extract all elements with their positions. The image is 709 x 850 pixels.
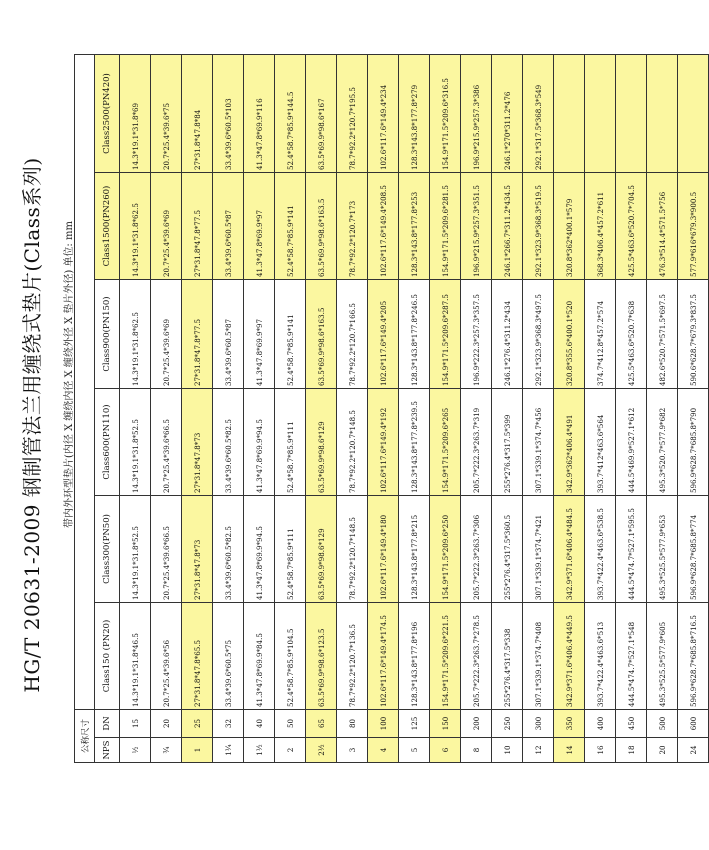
class900-cell: 63.5*69.9*98.6*163.5 [306, 279, 337, 388]
table-row [306, 54, 337, 762]
class300-cell: 205.7*222.3*263.7*306 [461, 495, 492, 602]
dn-cell: 100 [368, 709, 399, 737]
dn-cell: 15 [120, 709, 151, 737]
class1500-cell: 154.9*171.5*209.6*281.5 [430, 172, 461, 279]
class300-cell: 63.5*69.9*98.6*129 [306, 495, 337, 602]
dn-cell: 500 [647, 709, 678, 737]
class900-cell: 27*31.8*47.8*77.5 [182, 279, 213, 388]
class150-cell: 342.9*371.6*406.4*449.5 [554, 602, 585, 709]
table-row [523, 54, 554, 762]
table-row [585, 54, 616, 762]
class900-cell: 590.6*628.7*679.3*837.5 [678, 279, 709, 388]
class900-cell: 196.9*222.3*257.3*357.5 [461, 279, 492, 388]
class600-cell: 63.5*69.9*98.6*129 [306, 388, 337, 495]
class900-cell: 20.7*25.4*39.6*69 [151, 279, 182, 388]
nps-cell: ¾ [151, 738, 182, 763]
class900-cell: 154.9*171.5*209.6*287.5 [430, 279, 461, 388]
class2500-cell: 128.3*143.8*177.8*279 [399, 54, 430, 172]
dn-cell: 65 [306, 709, 337, 737]
class600-cell: 205.7*222.3*263.7*319 [461, 388, 492, 495]
class2500-cell: 14.3*19.1*31.8*69 [120, 54, 151, 172]
class600-cell: 41.3*47.8*69.9*94.5 [244, 388, 275, 495]
nps-cell: 3 [337, 738, 368, 763]
class1500-cell: 577.9*616*679.3*900.5 [678, 172, 709, 279]
class300-cell: 78.7*92.2*120.7*148.5 [337, 495, 368, 602]
class150-cell: 393.7*422.4*463.6*513 [585, 602, 616, 709]
table-row [120, 54, 151, 762]
class900-cell: 425.5*463.6*520.7*638 [616, 279, 647, 388]
class2500-cell: 52.4*58.7*85.9*144.5 [275, 54, 306, 172]
class600-cell: 78.7*92.2*120.7*148.5 [337, 388, 368, 495]
nps-cell: 6 [430, 738, 461, 763]
class300-header: Class300(PN50) [95, 495, 120, 602]
class2500-cell: 154.9*171.5*209.6*316.5 [430, 54, 461, 172]
class2500-cell: 20.7*25.4*39.6*75 [151, 54, 182, 172]
class150-cell: 154.9*171.5*209.6*221.5 [430, 602, 461, 709]
class1500-cell: 292.1*323.9*368.3*519.5 [523, 172, 554, 279]
class1500-cell: 368.3*406.4*457.2*611 [585, 172, 616, 279]
class2500-cell: 246.1*270*311.2*476 [492, 54, 523, 172]
dn-cell: 600 [678, 709, 709, 737]
class900-header: Class900(PN150) [95, 279, 120, 388]
class600-cell: 255*276.4*317.5*399 [492, 388, 523, 495]
class1500-cell: 246.1*266.7*311.2*434.5 [492, 172, 523, 279]
dn-cell: 32 [213, 709, 244, 737]
class1500-cell: 14.3*19.1*31.8*62.5 [120, 172, 151, 279]
class150-cell: 102.6*117.6*149.4*174.5 [368, 602, 399, 709]
class600-cell: 307.1*339.1*374.7*456 [523, 388, 554, 495]
table-row [616, 54, 647, 762]
class2500-cell: 41.3*47.8*69.9*116 [244, 54, 275, 172]
nps-cell: ½ [120, 738, 151, 763]
nps-cell: 1½ [244, 738, 275, 763]
dn-cell: 80 [337, 709, 368, 737]
class150-cell: 307.1*339.1*374.7*408 [523, 602, 554, 709]
class600-cell: 495.3*520.7*577.9*682 [647, 388, 678, 495]
class300-cell: 444.5*474.7*527.1*595.5 [616, 495, 647, 602]
nps-cell: 8 [461, 738, 492, 763]
dn-cell: 300 [523, 709, 554, 737]
class1500-cell: 78.7*92.2*120.7*173 [337, 172, 368, 279]
class300-cell: 342.9*371.6*406.4*484.5 [554, 495, 585, 602]
nps-cell: 10 [492, 738, 523, 763]
class2500-cell: 196.9*215.9*257.3*386 [461, 54, 492, 172]
class900-cell: 246.1*276.4*311.2*434 [492, 279, 523, 388]
class600-cell: 596.9*628.7*685.8*790 [678, 388, 709, 495]
class2500-cell: 27*31.8*47.8*84 [182, 54, 213, 172]
class600-cell: 14.3*19.1*31.8*52.5 [120, 388, 151, 495]
class150-header: Class150 (PN20) [95, 602, 120, 709]
class150-cell: 205.7*222.3*263.7*278.5 [461, 602, 492, 709]
class900-cell: 52.4*58.7*85.9*141 [275, 279, 306, 388]
nps-cell: 2½ [306, 738, 337, 763]
class300-cell: 393.7*422.4*463.6*538.5 [585, 495, 616, 602]
class300-cell: 596.9*628.7*685.8*774 [678, 495, 709, 602]
dn-cell: 50 [275, 709, 306, 737]
nps-cell: 5 [399, 738, 430, 763]
nps-cell: 1 [182, 738, 213, 763]
nps-cell: 4 [368, 738, 399, 763]
class600-cell: 128.3*143.8*177.8*239.5 [399, 388, 430, 495]
nps-cell: 1¼ [213, 738, 244, 763]
nps-cell: 2 [275, 738, 306, 763]
table-row [151, 54, 182, 762]
class600-cell: 33.4*39.6*60.5*82.5 [213, 388, 244, 495]
class300-cell: 102.6*117.6*149.4*180 [368, 495, 399, 602]
class300-cell: 495.3*525.5*577.9*653 [647, 495, 678, 602]
class900-cell: 482.6*520.7*571.5*697.5 [647, 279, 678, 388]
class1500-cell: 102.6*117.6*149.4*208.5 [368, 172, 399, 279]
header-spacer [75, 54, 95, 709]
table-row [430, 54, 461, 762]
dn-cell: 125 [399, 709, 430, 737]
class300-cell: 255*276.4*317.5*360.5 [492, 495, 523, 602]
class2500-cell: 78.7*92.2*120.7*195.5 [337, 54, 368, 172]
dn-cell: 350 [554, 709, 585, 737]
header-row-1 [75, 54, 95, 762]
class150-cell: 596.9*628.7*685.8*716.5 [678, 602, 709, 709]
class150-cell: 41.3*47.8*69.9*84.5 [244, 602, 275, 709]
dn-cell: 250 [492, 709, 523, 737]
header-row-2 [95, 54, 120, 762]
class1500-cell: 33.4*39.6*60.5*87 [213, 172, 244, 279]
table-row [244, 54, 275, 762]
class900-cell: 292.1*323.9*368.3*497.5 [523, 279, 554, 388]
class1500-cell: 52.4*58.7*85.9*141 [275, 172, 306, 279]
table-row [275, 54, 306, 762]
class300-cell: 128.3*143.8*177.8*215 [399, 495, 430, 602]
nps-cell: 20 [647, 738, 678, 763]
table-row [461, 54, 492, 762]
class2500-cell [647, 54, 678, 172]
dn-cell: 20 [151, 709, 182, 737]
class900-cell: 41.3*47.8*69.9*97 [244, 279, 275, 388]
class1500-cell: 476.3*514.4*571.5*756 [647, 172, 678, 279]
page-subtitle: 带内外环型垫片(内径 X 缠绕内径 X 缠绕外径 X 垫片外径) 单位: mm [64, 221, 75, 528]
class1500-cell: 425.5*463.6*520.7*704.5 [616, 172, 647, 279]
class1500-cell: 196.9*215.9*257.3*351.5 [461, 172, 492, 279]
table-row [492, 54, 523, 762]
dn-cell: 400 [585, 709, 616, 737]
gasket-dimension-table [74, 54, 709, 763]
class600-cell: 52.4*58.7*85.9*111 [275, 388, 306, 495]
class2500-cell [585, 54, 616, 172]
table-row [647, 54, 678, 762]
size-group-header: 公称尺寸 [75, 709, 95, 762]
class1500-cell: 320.8*362*400.1*579 [554, 172, 585, 279]
table-row [368, 54, 399, 762]
nps-cell: 16 [585, 738, 616, 763]
class150-cell: 78.7*92.2*120.7*136.5 [337, 602, 368, 709]
class150-cell: 20.7*25.4*39.6*56 [151, 602, 182, 709]
nps-header: NPS [95, 738, 120, 763]
class600-cell: 154.9*171.5*209.6*265 [430, 388, 461, 495]
class300-cell: 20.7*25.4*39.6*66.5 [151, 495, 182, 602]
class600-cell: 393.7*412*463.6*564 [585, 388, 616, 495]
class300-cell: 307.1*339.1*374.7*421 [523, 495, 554, 602]
class300-cell: 14.3*19.1*31.8*52.5 [120, 495, 151, 602]
class1500-cell: 27*31.8*47.8*77.5 [182, 172, 213, 279]
nps-cell: 24 [678, 738, 709, 763]
dn-cell: 450 [616, 709, 647, 737]
class1500-cell: 128.3*143.8*177.8*253 [399, 172, 430, 279]
class1500-cell: 41.3*47.8*69.9*97 [244, 172, 275, 279]
class300-cell: 154.9*171.5*209.6*250 [430, 495, 461, 602]
table-body [75, 54, 709, 762]
class900-cell: 128.3*143.8*177.8*246.5 [399, 279, 430, 388]
table-row [337, 54, 368, 762]
class300-cell: 41.3*47.8*69.9*94.5 [244, 495, 275, 602]
class150-cell: 255*276.4*317.5*338 [492, 602, 523, 709]
class150-cell: 128.3*143.8*177.8*196 [399, 602, 430, 709]
class900-cell: 33.4*39.6*60.5*87 [213, 279, 244, 388]
class300-cell: 33.4*39.6*60.5*82.5 [213, 495, 244, 602]
page-title: HG/T 20631-2009 钢制管法兰用缠绕式垫片(Class系列) [20, 157, 44, 693]
class600-header: Class600(PN110) [95, 388, 120, 495]
class600-cell: 20.7*25.4*39.6*66.5 [151, 388, 182, 495]
dn-cell: 25 [182, 709, 213, 737]
dn-header: DN [95, 709, 120, 737]
class900-cell: 374.7*412.8*457.2*574 [585, 279, 616, 388]
class900-cell: 102.6*117.6*149.4*205 [368, 279, 399, 388]
class2500-cell: 292.1*317.5*368.3*549 [523, 54, 554, 172]
table-row [399, 54, 430, 762]
class600-cell: 444.5*469.9*527.1*612 [616, 388, 647, 495]
class150-cell: 444.5*474.7*527.1*548 [616, 602, 647, 709]
class150-cell: 27*31.8*47.8*65.5 [182, 602, 213, 709]
class150-cell: 495.3*525.5*577.9*605 [647, 602, 678, 709]
class150-cell: 14.3*19.1*31.8*46.5 [120, 602, 151, 709]
class300-cell: 27*31.8*47.8*73 [182, 495, 213, 602]
class150-cell: 52.4*58.7*85.9*104.5 [275, 602, 306, 709]
class1500-header: Class1500(PN260) [95, 172, 120, 279]
table-row [554, 54, 585, 762]
class2500-cell [678, 54, 709, 172]
class900-cell: 78.7*92.2*120.7*166.5 [337, 279, 368, 388]
class1500-cell: 20.7*25.4*39.6*69 [151, 172, 182, 279]
class2500-cell [554, 54, 585, 172]
class600-cell: 27*31.8*47.8*73 [182, 388, 213, 495]
nps-cell: 14 [554, 738, 585, 763]
class600-cell: 102.6*117.6*149.4*192 [368, 388, 399, 495]
class600-cell: 342.9*362*406.4*491 [554, 388, 585, 495]
nps-cell: 18 [616, 738, 647, 763]
class2500-cell: 33.4*39.6*60.5*103 [213, 54, 244, 172]
nps-cell: 12 [523, 738, 554, 763]
class150-cell: 63.5*69.9*98.6*123.5 [306, 602, 337, 709]
table-row [678, 54, 709, 762]
dn-cell: 150 [430, 709, 461, 737]
table-row [182, 54, 213, 762]
dn-cell: 200 [461, 709, 492, 737]
class2500-cell: 102.6*117.6*149.4*234 [368, 54, 399, 172]
dn-cell: 40 [244, 709, 275, 737]
class900-cell: 320.8*355.6*400.1*520 [554, 279, 585, 388]
class150-cell: 33.4*39.6*60.5*75 [213, 602, 244, 709]
class2500-cell [616, 54, 647, 172]
class2500-cell: 63.5*69.9*98.6*167 [306, 54, 337, 172]
class900-cell: 14.3*19.1*31.8*62.5 [120, 279, 151, 388]
table-row [213, 54, 244, 762]
class1500-cell: 63.5*69.9*98.6*163.5 [306, 172, 337, 279]
class2500-header: Class2500(PN420) [95, 54, 120, 172]
class300-cell: 52.4*58.7*85.9*111 [275, 495, 306, 602]
